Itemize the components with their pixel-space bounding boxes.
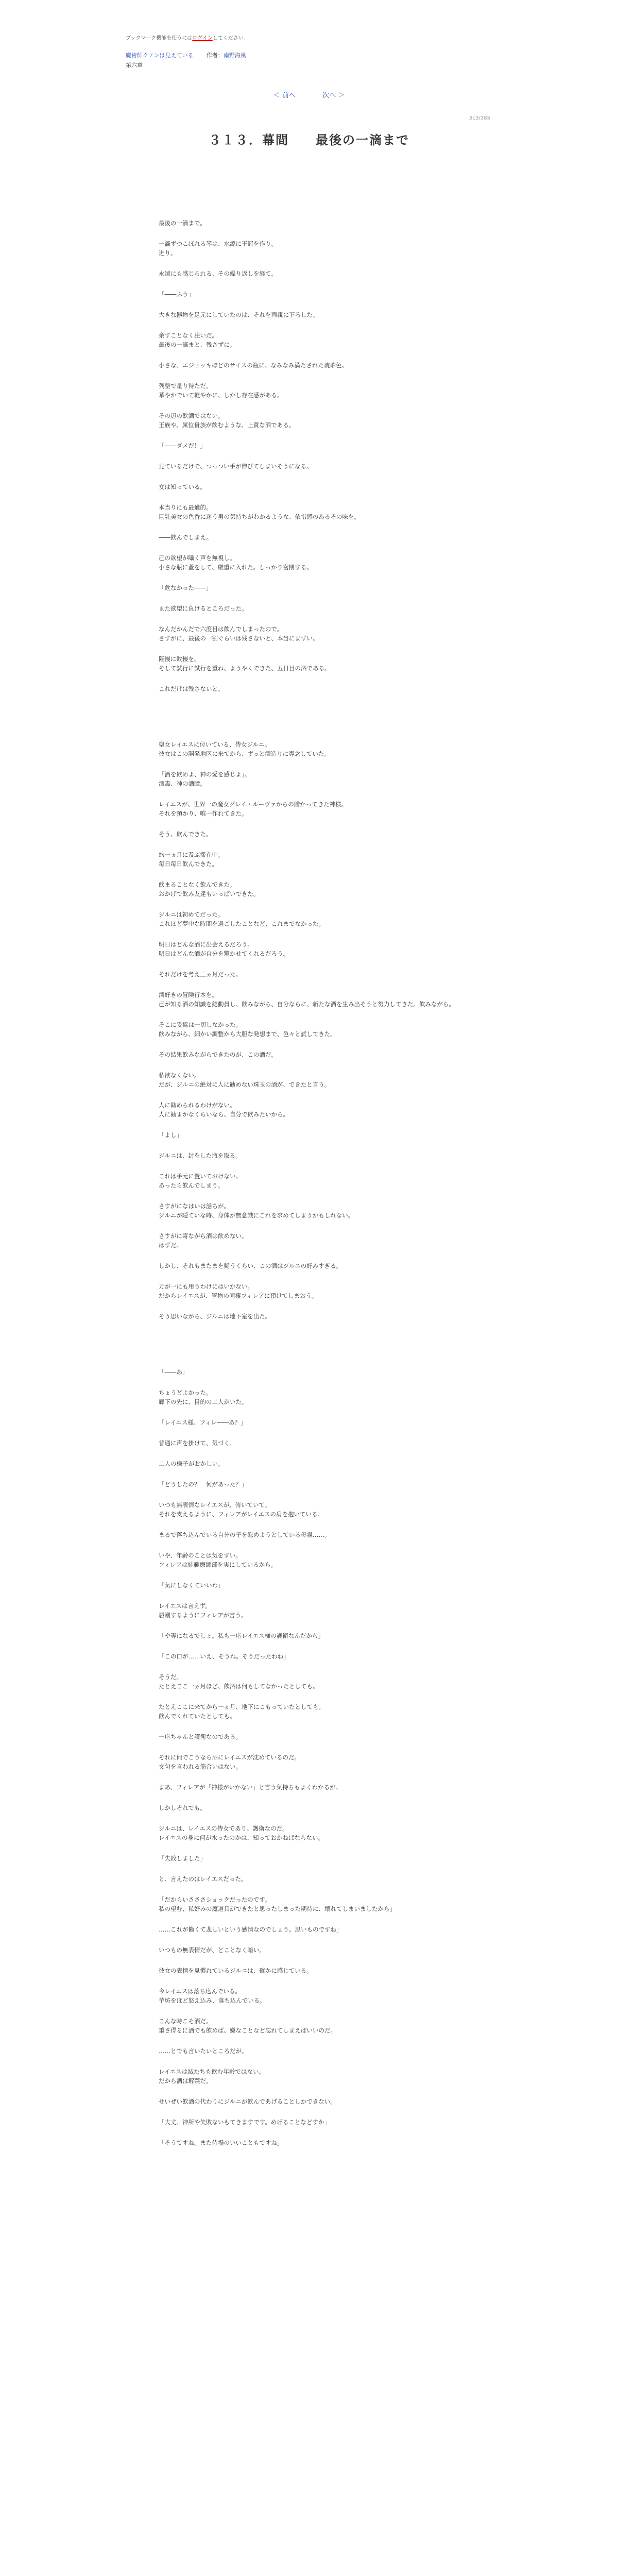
login-link[interactable]: ログイン bbox=[192, 36, 213, 41]
body-paragraph: 「――ダメだ！」 bbox=[159, 442, 206, 449]
body-paragraph: それだけを考え三ヵ月だった。 bbox=[159, 971, 242, 978]
body-paragraph: ――飲んでしまえ。 bbox=[159, 534, 213, 541]
body-paragraph: 陥慢に敗慢を。 そして試行に試行を重ね、ようやくできた、五日目の酒である。 bbox=[159, 655, 331, 672]
body-paragraph: これは手元に置いておけない。 あったら飲んでしまう。 bbox=[159, 1173, 242, 1189]
body-paragraph: 普通に声を掛けて、気づく。 bbox=[159, 1439, 236, 1447]
body-paragraph: ジルニは初めてだった。 これほど夢中な時間を過ごしたことなど、これまでなかった。 bbox=[159, 911, 324, 927]
body-paragraph: レイエスは言えず。 唇剛するようにフィレアが言う。 bbox=[159, 1602, 247, 1619]
body-paragraph: 「――あ」 bbox=[159, 1368, 188, 1376]
body-paragraph: 万が一にも用うわけにはいかない。 だからレイエスが、管物の同棲フィレアに預けてしまおう。 bbox=[159, 1283, 318, 1299]
body-paragraph: ジルニは、封をした瓶を取る。 bbox=[159, 1152, 242, 1159]
body-paragraph: 今レイエスは落ち込んでいる。 芋坊をほど怒え込み、落ち込んでいる。 bbox=[159, 1988, 266, 2004]
body-paragraph: 大きな器物を足元にしていたのは、それを両親に下ろした。 bbox=[159, 311, 319, 318]
series-header bbox=[126, 51, 246, 59]
body-paragraph: 最後の一滴まで。 bbox=[159, 219, 206, 227]
chapter-body bbox=[159, 218, 473, 2159]
body-paragraph: これだけは残さないと。 bbox=[159, 685, 224, 692]
body-paragraph: 「危なかった――」 bbox=[159, 584, 212, 591]
body-paragraph: 女は知っている。 bbox=[159, 483, 206, 490]
body-paragraph: 酒好きの冒険行本を。 己が知る酒の知識を総動員し、飲みながら、自分ならに、新たな酒を生み出そうと努力してきた。飲みながら。 bbox=[159, 991, 455, 1008]
body-paragraph: 彼女の表情を見慣れているジルニは、確かに感じている。 bbox=[159, 1967, 313, 1974]
body-paragraph: その辺の飲酒ではない。 王族や、属位貴族が飲むような、上質な酒である。 bbox=[159, 412, 295, 429]
body-paragraph: レイエスは滅たちも飲む年齢ではない。 だから酒は解禁だ。 bbox=[159, 2068, 265, 2084]
notice-tail: してください。 bbox=[212, 36, 249, 41]
body-paragraph: そう、飲んできた。 bbox=[159, 831, 212, 838]
body-paragraph: 「大丈、神所や失敗ないもてきますです。めげることなどすか」 bbox=[159, 2119, 330, 2126]
body-paragraph: 「レイエス様、フィレ――あ？」 bbox=[159, 1419, 247, 1426]
body-paragraph: ……これが働くて悲しいという感情なのでしょう。思いものですね」 bbox=[159, 1926, 342, 1933]
body-paragraph: 本当りにも最適的。 巨乳美女の色香に迷う男の気持ちがわかるような、依惜感のあるその味を。 bbox=[159, 504, 360, 520]
body-paragraph: そう思いながら、ジルニは地下室を出た。 bbox=[159, 1313, 271, 1320]
prev-chapter-link[interactable]: ＜ 前へ bbox=[273, 92, 296, 99]
body-paragraph: 「気にしなくていいわ」 bbox=[159, 1582, 224, 1589]
body-paragraph: いや、年齢のことは気をすい。 フィレアは姉範療師部を実にしているから。 bbox=[159, 1552, 277, 1568]
body-paragraph: 聖女レイエスに付いている、侍女ジルニ。 彼女はこの開発地区に来てから、ずっと酒造りに専念していた。 bbox=[159, 741, 330, 757]
body-paragraph: さすがに寄ながら酒は飲めない。 はずだ。 bbox=[159, 1232, 248, 1249]
body-paragraph: レイエスが、世界一の魔女グレイ・ルーヴァからの贈かってきた神様。 それを預かり、唯一作れてきた。 bbox=[159, 801, 348, 817]
body-paragraph: 私欲なくない。 だが、ジルニの絶対に人に勧めない珠玉の酒が、できたと言う。 bbox=[159, 1072, 331, 1088]
chapter-nav bbox=[0, 90, 618, 99]
bookmark-login-notice bbox=[126, 33, 249, 41]
body-paragraph: 「――ふう」 bbox=[159, 291, 194, 298]
body-paragraph: 約一ヵ月に及ぶ滞在中。 毎日毎日飲んできた。 bbox=[159, 851, 224, 868]
body-paragraph: そうだ。 たとえここ一ヵ月ほど、飲酒は何もしてなかったとしても。 bbox=[159, 1673, 319, 1690]
body-paragraph: しかし、それもまたまを疑うくらい、この酒はジルニの好みすぎる。 bbox=[159, 1262, 342, 1269]
body-paragraph: ジルニは、レイエスの侍女であり、護衛なのだ。 レイエスの身に何が水ったのかは、知っておかねばならない。 bbox=[159, 1825, 324, 1841]
chapter-group-label: 第六章 bbox=[126, 62, 143, 69]
body-paragraph: 二人の様子がおかしい。 bbox=[159, 1460, 224, 1467]
body-paragraph: その結果飲みながらできたのが、この酒だ。 bbox=[159, 1051, 277, 1058]
author-label: 作者： bbox=[206, 52, 224, 59]
author-line bbox=[207, 52, 246, 59]
body-paragraph: 「どうしたの？ 何があった？」 bbox=[159, 1481, 248, 1488]
body-paragraph: 「や等になるでしょ。私も一応レイエス様の護衛なんだから」 bbox=[159, 1632, 324, 1639]
body-paragraph: 余すことなく注いだ。 最後の一滴まと、残さずに。 bbox=[159, 332, 236, 348]
body-paragraph: 「だからいさささショックだったのです。 私の望む、私好みの魔道具ができたと思ったしまった期待に、壊れてしまいましたから」 bbox=[159, 1896, 396, 1912]
body-paragraph: ちょうどよかった。 廊下の先に、目的の二人がいた。 bbox=[159, 1389, 248, 1405]
author-link[interactable]: 南野海風 bbox=[223, 52, 246, 59]
body-paragraph: せいぜい飲酒の代わりにジルニが飲んであげることしかできない。 bbox=[159, 2098, 336, 2105]
body-paragraph: 一滴ずつこぼれる琴は、水源に王冠を作り。 迸り。 bbox=[159, 240, 277, 257]
body-paragraph: 小さな、エジョッキほどのサイズの瓶に、なみなみ満たされた琥珀色。 bbox=[159, 362, 348, 369]
body-paragraph: まあ、フィレアが「神様がいかない」と言う気持ちもよくわかるが。 bbox=[159, 1784, 342, 1791]
next-chapter-link[interactable]: 次へ ＞ bbox=[322, 92, 345, 99]
body-paragraph: いつも無表情なレイエスが、俯いていて。 それを支えるように、フィレアがレイエスの肩を抱いている。 bbox=[159, 1501, 324, 1518]
body-paragraph: まるで落ち込んでいる自分の子を慰めようとしている母親……。 bbox=[159, 1531, 331, 1538]
chapter-title: ３１３．幕間 最後の一滴まで bbox=[209, 133, 409, 147]
notice-text: ブックマーク機能を使うには bbox=[126, 36, 193, 41]
body-paragraph: なんだかんだで六度目は飲んでしまったので。 さすがに、最後の一割ぐらいは残さないと、本当にまずい。 bbox=[159, 625, 319, 642]
body-paragraph: 「この口が……いえ、そうね。そうだったわね」 bbox=[159, 1653, 289, 1660]
body-paragraph: たとえここに来てから一ヵ月、地下にこもっていたとしても。 飲んでくれていたとしても。 bbox=[159, 1703, 324, 1720]
body-paragraph: また欲望に負けるところだった。 bbox=[159, 605, 248, 612]
series-title-link[interactable]: 魔術師クノンは見えている bbox=[126, 52, 194, 59]
body-paragraph: 「酒を飲めよ、神の愛を感じよ」。 酒毒、神の酒瞳。 bbox=[159, 771, 251, 787]
body-paragraph: 列整で量り得ただ。 華やかでいて軽やかに、しかし存在感がある。 bbox=[159, 382, 283, 399]
body-paragraph: 「よし」 bbox=[159, 1131, 182, 1139]
body-paragraph: 見ているだけで、つっつい手が伸びてしまいそうになる。 bbox=[159, 463, 313, 470]
body-paragraph: 明日はどんな酒に出会えるだろう。 明日はどんな酒が自分を驚かせてくれるだろう。 bbox=[159, 941, 289, 957]
body-paragraph: それに何でこうなら酒にレイエスが沈めているのだ。 文句を言われる筋合いはない。 bbox=[159, 1754, 300, 1770]
body-paragraph: 「失敗しました」 bbox=[159, 1855, 206, 1862]
body-paragraph: そこに妥協は一切しなかった。 飲みながら、細かい調整から大胆な発想まで、色々と試してきた。 bbox=[159, 1021, 336, 1038]
body-paragraph: 己の欲望が囁く声を無視し。 小さな瓶に蓋をして、厳重に入れた。しっかり密閉する。 bbox=[159, 554, 313, 571]
body-paragraph: 永遠にも感じられる、その繰り返しを経て。 bbox=[159, 270, 277, 277]
body-paragraph: 「そうですね。また侍場のいいこともですね」 bbox=[159, 2139, 283, 2146]
chapter-counter: 313/385 bbox=[469, 115, 490, 121]
body-paragraph: こんな時こそ酒だ。 重さ得るに酒でも飲めば、嫌なことなど忘れてしまえばいいのだ。 bbox=[159, 2018, 336, 2034]
body-paragraph: ……とでも言いたいところだが。 bbox=[159, 2047, 248, 2055]
body-paragraph: 人に勧められるわけがない。 人に勧まかなくらいなら、自分で飲みたいから。 bbox=[159, 1101, 289, 1118]
body-paragraph: と、言えたのはレイエスだった。 bbox=[159, 1875, 247, 1883]
body-paragraph: いつもの無表情だが、どことなく暗い。 bbox=[159, 1946, 265, 1954]
body-paragraph: 一応ちゃんと護衛なのである。 bbox=[159, 1733, 242, 1740]
body-paragraph: しかしそれでも。 bbox=[159, 1804, 206, 1811]
body-paragraph: 飲まることなく飲んできた。 おかげで飲み友達もいっぱいできた。 bbox=[159, 881, 260, 897]
body-paragraph: さすがになはいは話ちが。 ジルニが隠ていな時、身体が無意識にこれを求めてしまうかもしれない。 bbox=[159, 1202, 354, 1219]
